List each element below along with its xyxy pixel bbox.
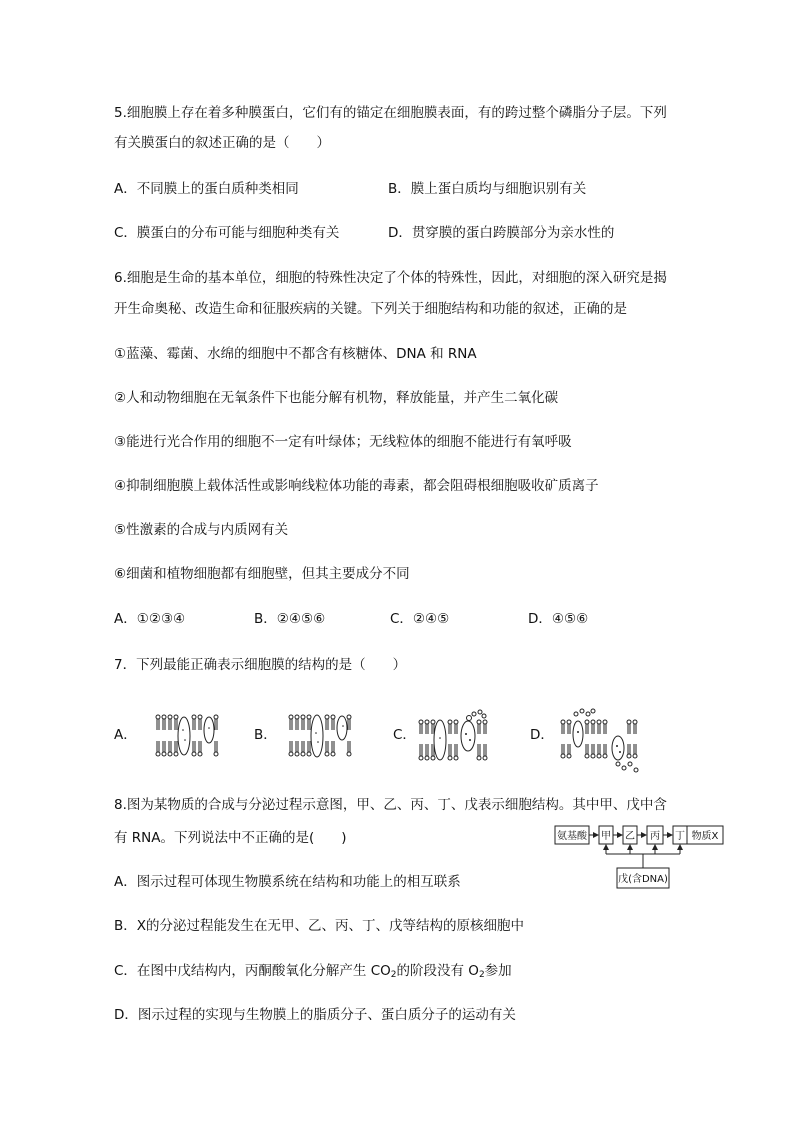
q8-option-b: B．X的分泌过程能发生在无甲、乙、丙、丁、戊等结构的原核细胞中: [114, 918, 525, 934]
q5-stem-line1: 5.细胞膜上存在着多种膜蛋白，它们有的锚定在细胞膜表面，有的跨过整个磷脂分子层。下列: [114, 105, 667, 121]
q5-option-b: B．膜上蛋白质均与细胞识别有关: [388, 181, 587, 197]
amino-acid-label: 氨基酸: [557, 831, 587, 842]
substance-x-label: 物质X: [691, 831, 719, 842]
q5-option-c: C．膜蛋白的分布可能与细胞种类有关: [114, 225, 340, 241]
q6-statement-4: ④抑制细胞膜上载体活性或影响线粒体功能的毒素，都会阻碍根细胞吸收矿质离子: [114, 478, 599, 494]
q6-statement-1: ①蓝藻、霉菌、水绵的细胞中不都含有核糖体、DNA 和 RNA: [114, 346, 477, 362]
q6-stem-line1: 6.细胞是生命的基本单位，细胞的特殊性决定了个体的特殊性，因此，对细胞的深入研究是揭: [114, 270, 667, 286]
q6-statement-6: ⑥细菌和植物细胞都有细胞壁，但其主要成分不同: [114, 566, 410, 582]
q8-option-c-subscript-1: 2: [390, 970, 397, 980]
q8-stem-line1: 8.图为某物质的合成与分泌过程示意图，甲、乙、丙、丁、戊表示细胞结构。其中甲、戊中含: [114, 797, 667, 813]
q8-option-d: D．图示过程的实现与生物膜上的脂质分子、蛋白质分子的运动有关: [114, 1007, 516, 1023]
membrane-diagram-c: [418, 708, 490, 764]
structure-yi-label: 乙: [625, 831, 635, 842]
q8-option-c-text-3: 参加: [484, 963, 512, 979]
q6-statement-2: ②人和动物细胞在无氧条件下也能分解有机物，释放能量，并产生二氧化碳: [114, 390, 559, 406]
q6-statement-5: ⑤性激素的合成与内质网有关: [114, 522, 289, 538]
membrane-diagram-a: [155, 708, 223, 764]
q6-option-a: A．①②③④: [114, 611, 186, 627]
structure-jia-label: 甲: [601, 831, 611, 842]
q6-statement-3: ③能进行光合作用的细胞不一定有叶绿体；无线粒体的细胞不能进行有氧呼吸: [114, 434, 572, 450]
q6-stem-line2: 开生命奥秘、改造生命和征服疾病的关键。下列关于细胞结构和功能的叙述，正确的是: [114, 301, 627, 317]
q7-stem: 7．下列最能正确表示细胞膜的结构的是（ ）: [114, 657, 407, 673]
q8-option-a: A．图示过程可体现生物膜系统在结构和功能上的相互联系: [114, 874, 461, 890]
q8-option-c-subscript-2: 2: [478, 970, 485, 980]
structure-bing-label: 丙: [650, 831, 660, 842]
q8-option-c: [114, 962, 512, 980]
q7-option-d-label: D．: [530, 727, 554, 743]
membrane-diagram-d: [560, 708, 640, 774]
q5-option-d: D．贯穿膜的蛋白跨膜部分为亲水性的: [388, 225, 615, 241]
q7-option-c-label: C．: [393, 727, 416, 743]
membrane-diagram-b: [288, 708, 356, 764]
q8-option-c-text-2: 的阶段没有 O: [396, 963, 479, 979]
q7-option-b-label: B．: [254, 727, 277, 743]
q6-option-d: D．④⑤⑥: [528, 611, 589, 627]
q5-option-a: A．不同膜上的蛋白质种类相同: [114, 181, 299, 197]
q6-option-b: B．②④⑤⑥: [254, 611, 326, 627]
q5-stem-line2: 有关膜蛋白的叙述正确的是（ ）: [114, 135, 330, 151]
secretion-pathway-diagram: [553, 822, 725, 894]
q8-option-c-text-1: C．在图中戊结构内，丙酮酸氧化分解产生 CO: [114, 963, 391, 979]
q7-option-a-label: A．: [114, 727, 137, 743]
q8-stem-line2: 有 RNA。下列说法中不正确的是( ): [114, 830, 347, 846]
structure-wu-label: 戊(含DNA): [618, 874, 668, 885]
structure-ding-label: 丁: [675, 831, 685, 842]
q6-option-c: C．②④⑤: [390, 611, 450, 627]
